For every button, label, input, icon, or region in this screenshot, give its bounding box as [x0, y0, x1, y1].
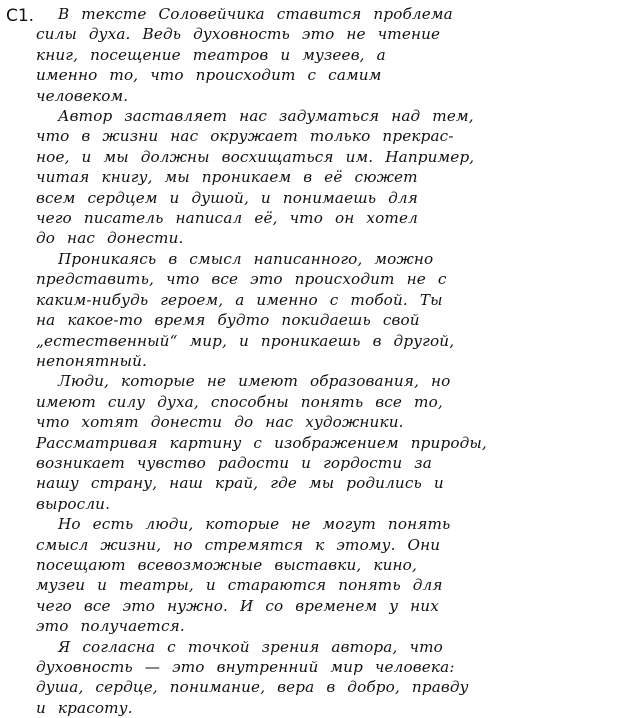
text-line: именно то, что происходит с самим	[36, 66, 382, 85]
text-line: непонятный.	[36, 351, 148, 370]
text-line: духовность — это внутренний мир человека:	[36, 658, 455, 676]
essay-body	[36, 4, 606, 718]
text-line: Проникаясь в смысл написанного, можно	[58, 249, 434, 268]
text-line: Рассматривая картину с изображением природы,	[36, 433, 487, 452]
text-line: что в жизни нас окружает только прекрас-	[36, 127, 454, 146]
text-line: что хотят донести до нас художники.	[36, 413, 404, 432]
text-line: музеи и театры, и стараются понять для	[36, 576, 443, 595]
paragraph	[36, 514, 606, 636]
text-line: силы духа. Ведь духовность это не чтение	[36, 25, 441, 44]
paragraph	[36, 106, 606, 249]
text-line: „естественный“ мир, и проникаешь в другой,	[36, 331, 455, 350]
paragraph	[36, 637, 606, 718]
text-line: выросли.	[36, 494, 111, 513]
text-line: возникает чувство радости и гордости за	[36, 453, 432, 472]
text-line: книг, посещение театров и музеев, а	[36, 45, 386, 64]
text-line: всем сердцем и душой, и понимаешь для	[36, 188, 418, 207]
text-line: смысл жизни, но стремятся к этому. Они	[36, 535, 441, 554]
text-line: до нас донести.	[36, 229, 184, 248]
paragraph	[36, 249, 606, 371]
text-line: каким-нибудь героем, а именно с тобой. Ты	[36, 290, 443, 309]
text-line: чего все это нужно. И со временем у них	[36, 596, 439, 615]
text-line: человеком.	[36, 86, 129, 105]
text-line: Люди, которые не имеют образования, но	[58, 372, 451, 391]
text-line: Автор заставляет нас задуматься над тем,	[58, 107, 474, 126]
text-line: и красоту.	[36, 698, 133, 717]
text-line: чего писатель написал её, что он хотел	[36, 209, 418, 228]
paragraph	[36, 371, 606, 514]
text-line: читая книгу, мы проникаем в её сюжет	[36, 168, 418, 187]
text-line: на какое-то время будто покидаешь свой	[36, 311, 420, 330]
text-line: представить, что все это происходит не с	[36, 270, 447, 289]
text-line: имеют силу духа, способны понять все то,	[36, 392, 443, 411]
text-line: посещают всевозможные выставки, кино,	[36, 555, 417, 574]
task-label: C1.	[6, 6, 35, 26]
paragraph	[36, 4, 606, 106]
text-line: ное, и мы должны восхищаться им. Например,	[36, 147, 475, 166]
text-line: это получается.	[36, 617, 185, 636]
text-line: Я согласна с точкой зрения автора, что	[58, 637, 443, 656]
text-line: душа, сердце, понимание, вера в добро, правду	[36, 678, 469, 697]
text-line: Но есть люди, которые не могут понять	[58, 515, 451, 534]
text-line: В тексте Соловейчика ставится проблема	[58, 5, 453, 23]
text-line: нашу страну, наш край, где мы родились и	[36, 474, 444, 493]
